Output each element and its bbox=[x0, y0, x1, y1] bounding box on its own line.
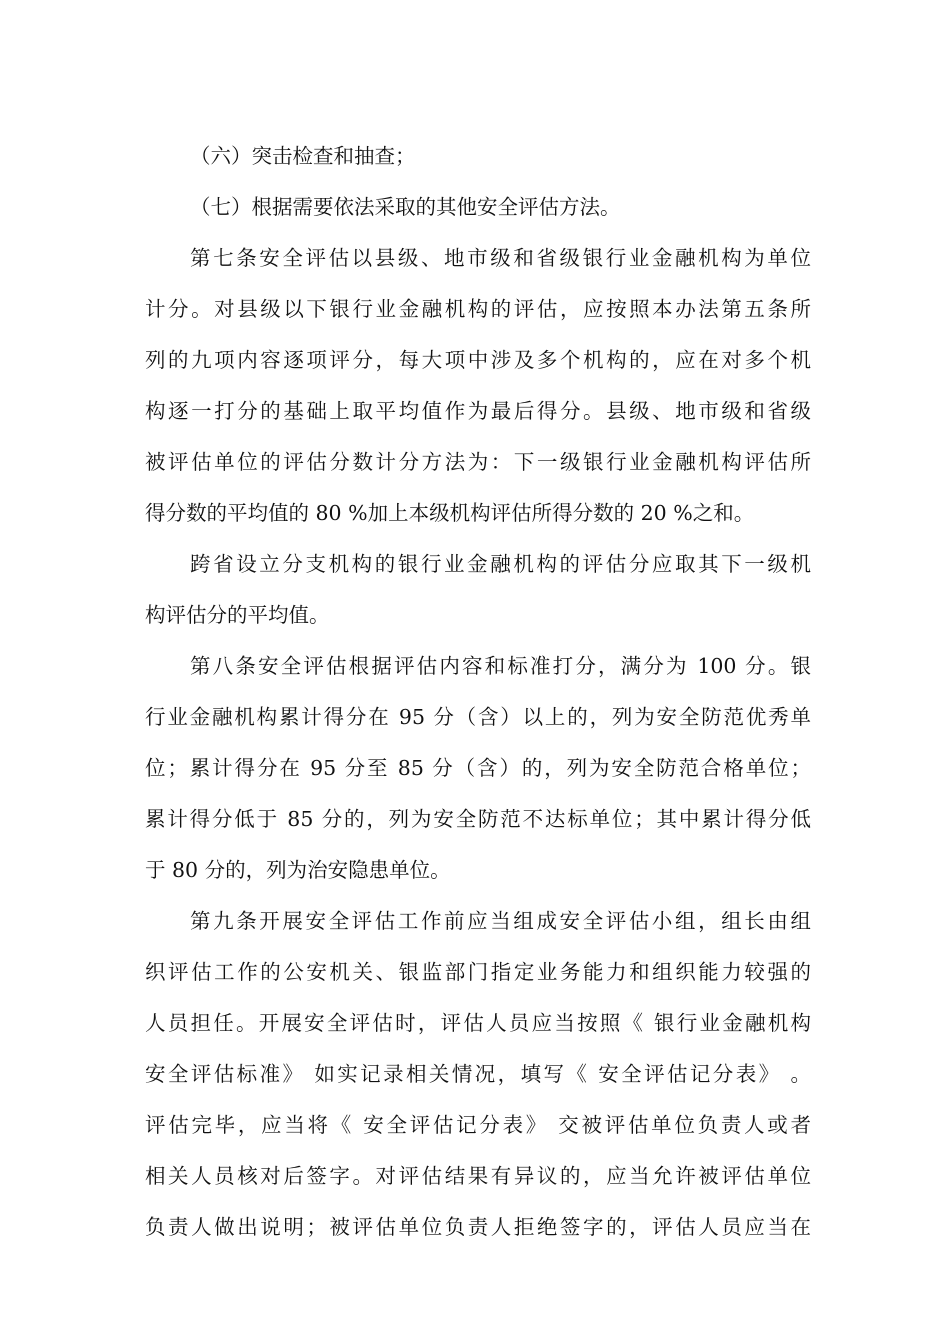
text-line: 位；累计得分在 95 分至 85 分（含）的，列为安全防范合格单位； bbox=[145, 756, 811, 780]
text-line: 安全评估标准》 如实记录相关情况，填写《 安全评估记分表》 。 bbox=[145, 1062, 811, 1086]
text-line: 第九条开展安全评估工作前应当组成安全评估小组，组长由组 bbox=[190, 909, 811, 933]
text-line: 跨省设立分支机构的银行业金融机构的评估分应取其下一级机 bbox=[190, 552, 811, 576]
text-line: 相关人员核对后签字。对评估结果有异议的，应当允许被评估单位 bbox=[145, 1164, 811, 1188]
text-line: 构评估分的平均值。 bbox=[145, 603, 330, 627]
text-line: 于 80 分的，列为治安隐患单位。 bbox=[145, 858, 451, 882]
text-line: （七）根据需要依法采取的其他安全评估方法。 bbox=[190, 195, 621, 219]
text-line: 负责人做出说明；被评估单位负责人拒绝签字的，评估人员应当在 bbox=[145, 1215, 811, 1239]
text-line: 累计得分低于 85 分的，列为安全防范不达标单位；其中累计得分低 bbox=[145, 807, 811, 831]
text-line: 织评估工作的公安机关、银监部门指定业务能力和组织能力较强的 bbox=[145, 960, 811, 984]
text-line: 计分。对县级以下银行业金融机构的评估，应按照本办法第五条所 bbox=[145, 297, 811, 321]
text-line: 得分数的平均值的 80 %加上本级机构评估所得分数的 20 %之和。 bbox=[145, 501, 755, 525]
text-line: 第七条安全评估以县级、地市级和省级银行业金融机构为单位 bbox=[190, 246, 811, 270]
text-line: 行业金融机构累计得分在 95 分（含）以上的，列为安全防范优秀单 bbox=[145, 705, 811, 729]
text-line: （六）突击检查和抽查； bbox=[190, 144, 416, 168]
body-text bbox=[145, 131, 811, 1253]
text-line: 构逐一打分的基础上取平均值作为最后得分。县级、地市级和省级 bbox=[145, 399, 811, 423]
text-line: 列的九项内容逐项评分，每大项中涉及多个机构的，应在对多个机 bbox=[145, 348, 811, 372]
text-line: 评估完毕，应当将《 安全评估记分表》 交被评估单位负责人或者 bbox=[145, 1113, 811, 1137]
text-line: 被评估单位的评估分数计分方法为：下一级银行业金融机构评估所 bbox=[145, 450, 811, 474]
text-line: 第八条安全评估根据评估内容和标准打分，满分为 100 分。银 bbox=[190, 654, 811, 678]
text-line: 人员担任。开展安全评估时，评估人员应当按照《 银行业金融机构 bbox=[145, 1011, 811, 1035]
